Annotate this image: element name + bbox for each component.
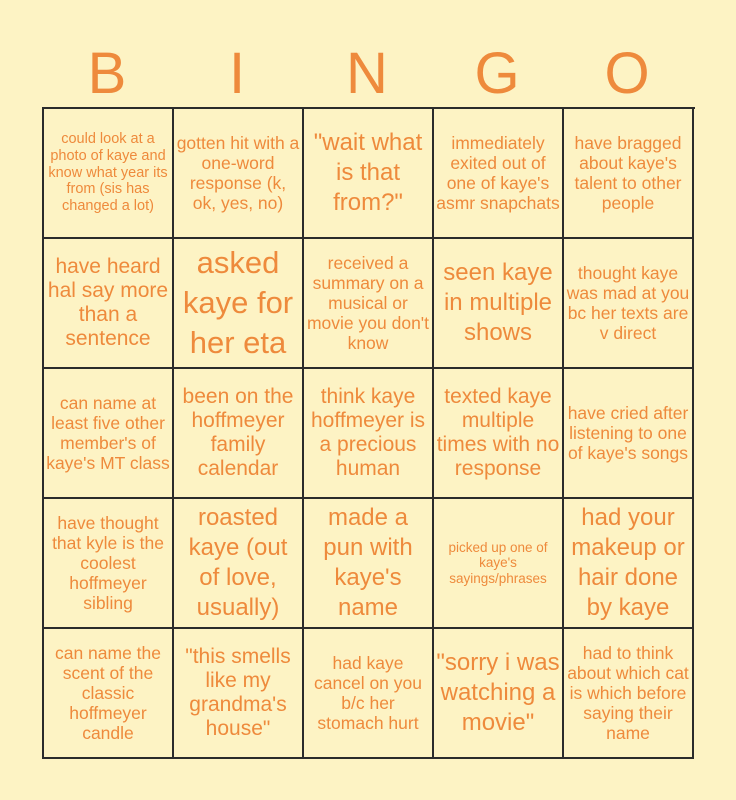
bingo-cell[interactable]: texted kaye multiple times with no response [434,369,564,499]
bingo-cell[interactable]: could look at a photo of kaye and know what year its from (sis has changed a lot) [44,109,174,239]
bingo-cell[interactable]: "wait what is that from?" [304,109,434,239]
bingo-grid [42,107,695,759]
bingo-cell[interactable]: had kaye cancel on you b/c her stomach hurt [304,629,434,759]
bingo-cell[interactable]: thought kaye was mad at you bc her texts are v direct [564,239,694,369]
header-letter-o: O [604,41,650,106]
bingo-cell[interactable]: had to think about which cat is which before saying their name [564,629,694,759]
bingo-header [42,40,694,108]
bingo-cell[interactable]: "this smells like my grandma's house" [174,629,304,759]
bingo-cell[interactable]: have cried after listening to one of kaye's songs [564,369,694,499]
bingo-cell[interactable]: picked up one of kaye's sayings/phrases [434,499,564,629]
bingo-cell[interactable]: immediately exited out of one of kaye's asmr snapchats [434,109,564,239]
bingo-cell[interactable]: made a pun with kaye's name [304,499,434,629]
bingo-cell[interactable]: gotten hit with a one-word response (k, ok, yes, no) [174,109,304,239]
bingo-cell[interactable]: think kaye hoffmeyer is a precious human [304,369,434,499]
bingo-cell[interactable]: have bragged about kaye's talent to other people [564,109,694,239]
header-letter-b: B [87,41,127,106]
header-letter-n: N [346,41,388,106]
header-letter-i: I [228,41,246,106]
bingo-cell[interactable]: asked kaye for her eta [174,239,304,369]
bingo-cell[interactable]: received a summary on a musical or movie you don't know [304,239,434,369]
bingo-cell[interactable]: have heard hal say more than a sentence [44,239,174,369]
bingo-cell[interactable]: roasted kaye (out of love, usually) [174,499,304,629]
bingo-cell[interactable]: can name the scent of the classic hoffmeyer candle [44,629,174,759]
bingo-cell[interactable]: can name at least five other member's of kaye's MT class [44,369,174,499]
header-letter-g: G [474,41,520,106]
bingo-cell[interactable]: "sorry i was watching a movie" [434,629,564,759]
bingo-cell[interactable]: had your makeup or hair done by kaye [564,499,694,629]
bingo-cell[interactable]: seen kaye in multiple shows [434,239,564,369]
bingo-cell[interactable]: have thought that kyle is the coolest hoffmeyer sibling [44,499,174,629]
bingo-cell[interactable]: been on the hoffmeyer family calendar [174,369,304,499]
